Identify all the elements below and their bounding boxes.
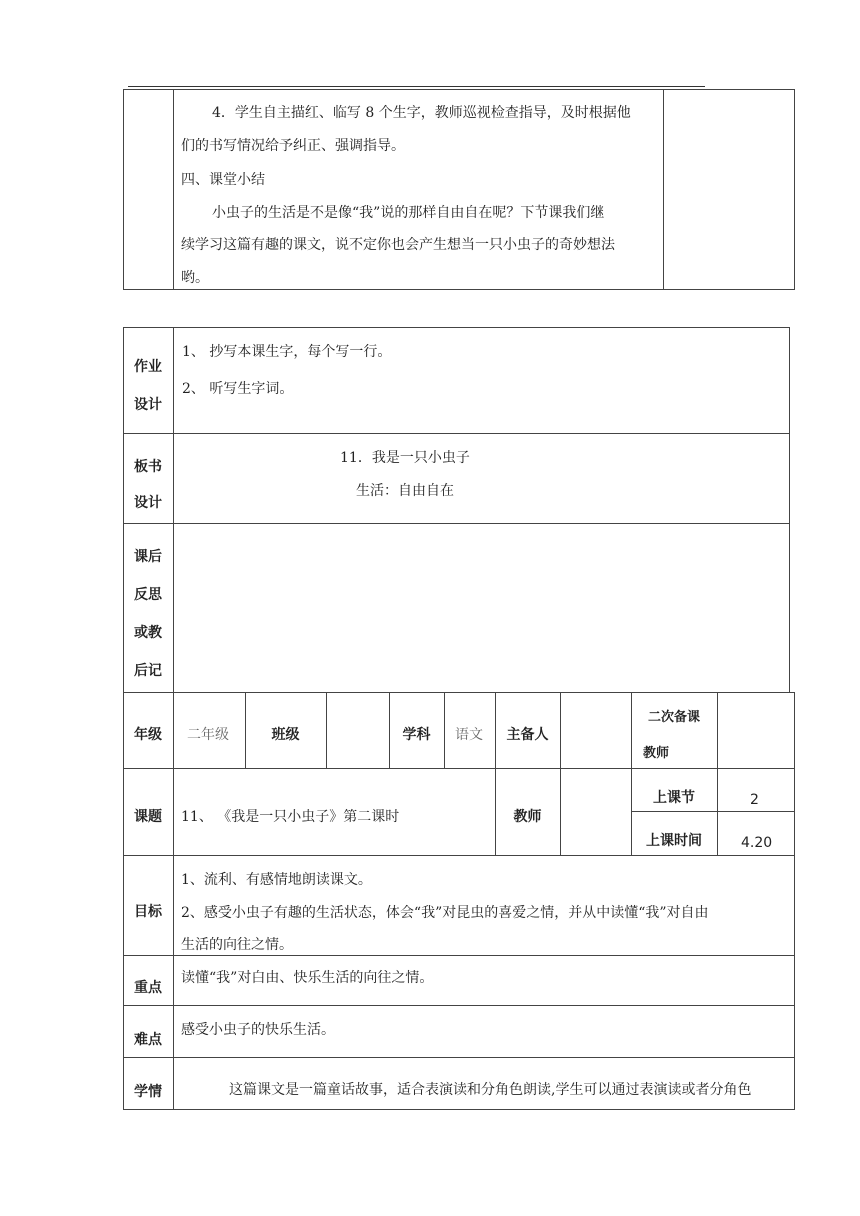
second-prep-label-2: 教师 xyxy=(642,746,669,761)
row-divider xyxy=(123,1109,795,1110)
row-divider xyxy=(123,1057,795,1058)
reflection-label-1: 课后 xyxy=(134,549,162,565)
cell-divider xyxy=(717,692,718,855)
reflection-label-4: 后记 xyxy=(134,663,162,679)
subject-value: 语文 xyxy=(455,727,483,743)
row-divider xyxy=(123,1005,795,1006)
preparer-label: 主备人 xyxy=(506,727,549,743)
row-divider xyxy=(123,855,795,856)
reflection-label-3: 或教 xyxy=(134,625,162,641)
key-point-value: 读懂“我”对白由、快乐生活的向往之情。 xyxy=(181,970,434,986)
row-divider xyxy=(123,768,795,769)
summary-text: 小虫子的生活是不是像“我”说的那样自由自在呢？下节课我们继 xyxy=(212,205,605,221)
difficulty-label: 难点 xyxy=(134,1032,162,1048)
row-divider xyxy=(123,433,790,434)
summary-text-end: 哟。 xyxy=(181,270,209,286)
summary-heading: 四、课堂小结 xyxy=(181,172,265,188)
difficulty-value: 感受小虫子的快乐生活。 xyxy=(181,1022,335,1038)
homework-label-2: 设计 xyxy=(134,397,162,413)
row-divider xyxy=(123,955,795,956)
homework-item-2: 2、 听写生字词。 xyxy=(182,381,294,397)
key-point-label: 重点 xyxy=(134,980,162,996)
cell-divider xyxy=(173,692,174,1110)
time-value: 4.20 xyxy=(741,835,773,851)
second-prep-label: 二次备课 xyxy=(647,710,700,725)
period-label: 上课节 xyxy=(653,790,695,806)
lesson-table xyxy=(123,692,795,1110)
header-rule xyxy=(128,86,705,87)
reflection-label-2: 反思 xyxy=(134,587,162,603)
homework-label: 作业 xyxy=(134,359,162,375)
summary-text-cont: 续学习这篇有趣的课文，说不定你也会产生想当一只小虫子的奇妙想法 xyxy=(181,237,615,253)
row-divider xyxy=(631,811,795,812)
class-label: 班级 xyxy=(271,727,300,743)
goal-2: 2、感受小虫子有趣的生活状态，体会“我”对昆虫的喜爱之情，并从中读懂“我”对自由 xyxy=(181,905,709,921)
goal-1: 1、流利、有感情地朗读课文。 xyxy=(181,872,372,888)
teacher-label: 教师 xyxy=(513,809,542,825)
topic-value: 11、 《我是一只小虫子》第二课时 xyxy=(181,809,400,825)
topic-label: 课题 xyxy=(134,809,162,825)
row-divider xyxy=(123,523,790,524)
grade-label: 年级 xyxy=(134,727,162,743)
board-line: 生活：自由自在 xyxy=(356,483,454,499)
step-4-text-cont: 们的书写情况给予纠正、强调指导。 xyxy=(181,138,405,154)
situation-label: 学情 xyxy=(134,1084,162,1100)
subject-label: 学科 xyxy=(402,727,431,743)
time-label: 上课时间 xyxy=(646,833,702,849)
cell-divider xyxy=(326,692,327,768)
step-4-text: 4．学生自主描红、临写 8 个生字，教师巡视检查指导，及时根据他 xyxy=(212,105,631,121)
period-value: 2 xyxy=(750,792,759,808)
board-title: 11．我是一只小虫子 xyxy=(340,450,470,466)
board-label: 板书 xyxy=(134,459,162,475)
situation-value: 这篇课文是一篇童话故事，适合表演读和分角色朗读,学生可以通过表演读或者分角色 xyxy=(229,1082,752,1098)
goals-label: 目标 xyxy=(134,904,162,920)
homework-item-1: 1、 抄写本课生字，每个写一行。 xyxy=(182,344,392,360)
board-label-2: 设计 xyxy=(134,495,162,511)
cell-divider xyxy=(560,692,561,855)
cell-divider xyxy=(173,89,174,290)
cell-divider xyxy=(495,692,496,855)
cell-divider xyxy=(663,89,664,290)
cell-divider xyxy=(444,692,445,768)
label-column-divider xyxy=(173,327,174,693)
goal-2-cont: 生活的向往之情。 xyxy=(181,937,293,953)
grade-value: 二年级 xyxy=(187,727,229,743)
